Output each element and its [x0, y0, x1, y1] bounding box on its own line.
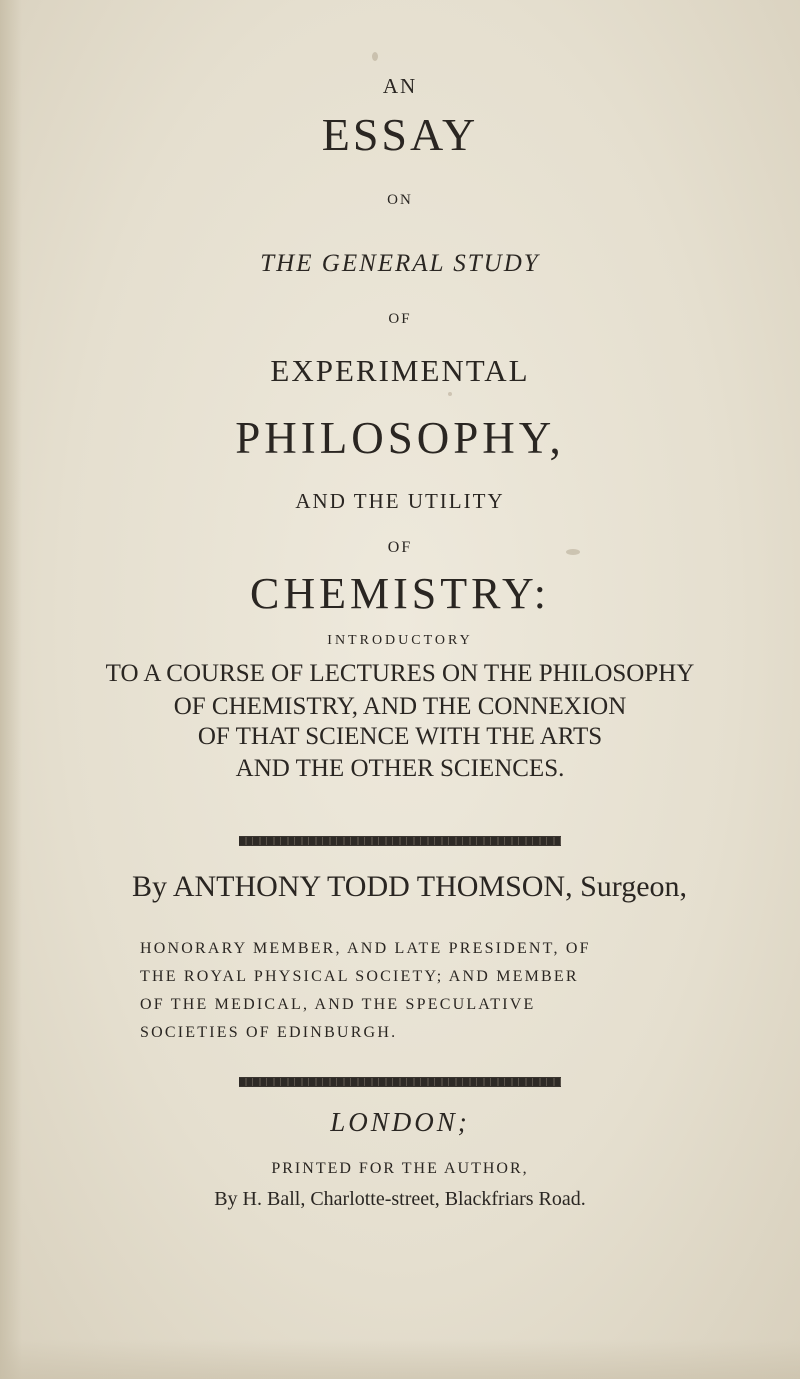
imprint-publisher: By H. Ball, Charlotte-street, Blackfriars Road.: [214, 1188, 586, 1210]
title-and-the-utility: AND THE UTILITY: [295, 489, 505, 513]
title-on: ON: [387, 192, 413, 208]
paper-speck: [448, 392, 452, 396]
course-line: OF THAT SCIENCE WITH THE ARTS: [197, 723, 603, 750]
title-chemistry: CHEMISTRY:: [249, 569, 550, 618]
credentials-line: HONORARY MEMBER, AND LATE PRESIDENT, OF: [140, 940, 591, 957]
title-experimental: EXPERIMENTAL: [270, 353, 530, 388]
page-edge-shading: [0, 1339, 800, 1379]
credentials-line: OF THE MEDICAL, AND THE SPECULATIVE: [140, 996, 536, 1013]
title-of-2: OF: [387, 539, 413, 556]
credentials-line: THE ROYAL PHYSICAL SOCIETY; AND MEMBER: [140, 968, 579, 985]
author-credentials: [140, 935, 680, 1047]
title-introductory: INTRODUCTORY: [327, 633, 473, 648]
course-line: OF CHEMISTRY, AND THE CONNEXION: [173, 693, 627, 720]
course-line: AND THE OTHER SCIENCES.: [235, 755, 565, 782]
imprint-printed-for: PRINTED FOR THE AUTHOR,: [271, 1160, 529, 1177]
ornamental-rule: [239, 836, 561, 846]
title-of-1: OF: [388, 311, 412, 327]
course-line: TO A COURSE OF LECTURES ON THE PHILOSOPHY: [105, 660, 695, 687]
ornamental-rule: [239, 1077, 561, 1087]
imprint-london: LONDON;: [330, 1107, 470, 1137]
title-essay: ESSAY: [321, 109, 479, 160]
title-philosophy: PHILOSOPHY,: [235, 413, 565, 463]
author-line: By ANTHONY TODD THOMSON, Surgeon,: [132, 870, 688, 903]
credentials-line: SOCIETIES OF EDINBURGH.: [140, 1024, 398, 1041]
title-general-study: THE GENERAL STUDY: [260, 250, 540, 277]
paper-speck: [372, 52, 378, 61]
title-an: AN: [382, 74, 418, 98]
